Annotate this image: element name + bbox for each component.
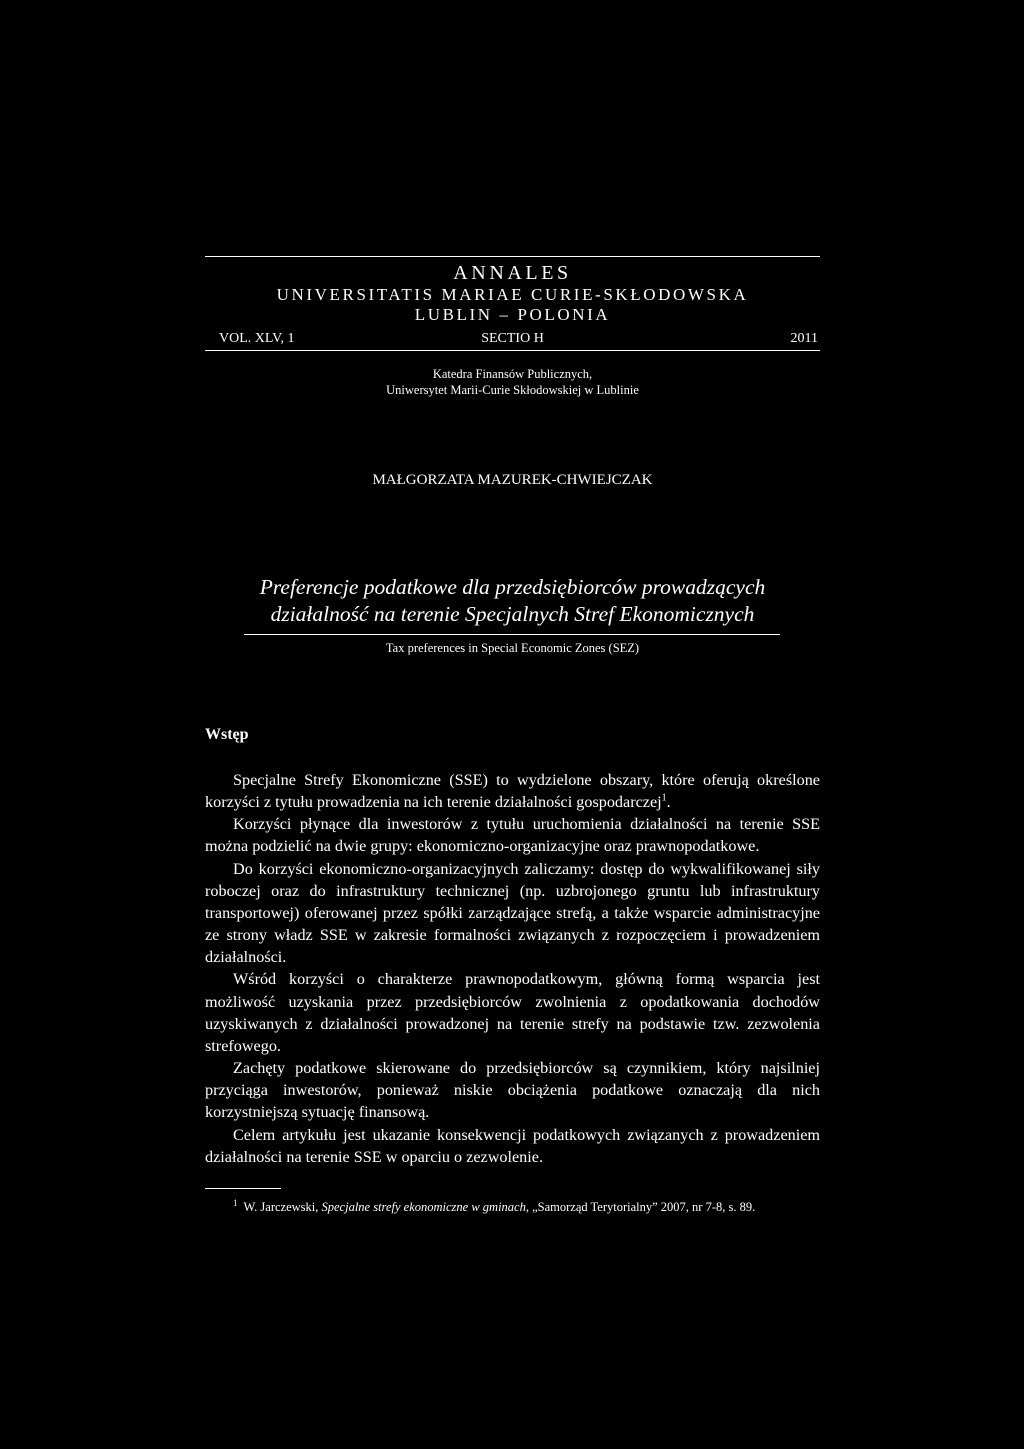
section-heading: Wstęp	[205, 726, 249, 743]
paragraph: Do korzyści ekonomiczno-organizacyjnych zaliczamy: dostęp do wykwalifikowanej siły roboczej oraz do infrastruktury technicznej (np. uzbrojonego gruntu lub infrastruktury transportowej) oferowanej przez spółki zarządzające strefą, a także wsparcie administracyjne ze strony władz SSE w zakresie formalności związanych z rozpoczęciem i prowadzeniem działalności.	[205, 859, 820, 967]
header-top-rule	[205, 256, 820, 257]
article-title-line-1: Preferencje podatkowe dla przedsiębiorców prowadzących	[259, 575, 766, 599]
author-name: MAŁGORZATA MAZUREK-CHWIEJCZAK	[372, 472, 653, 488]
journal-name: ANNALES	[453, 262, 572, 284]
journal-section: SECTIO H	[481, 331, 544, 346]
title-rule	[244, 634, 780, 635]
paragraph: Korzyści płynące dla inwestorów z tytułu uruchomienia działalności na terenie SSE można podzielić na dwie grupy: ekonomiczno-organizacyjne oraz prawnopodatkowe.	[205, 815, 820, 856]
paragraph: Celem artykułu jest ukazanie konsekwencji podatkowych związanych z prowadzeniem działalności na terenie SSE w oparciu o zezwolenie.	[205, 1125, 820, 1166]
paragraph: Specjalne Strefy Ekonomiczne (SSE) to wydzielone obszary, które oferują określone korzyści z tytułu prowadzenia na ich terenie działalności gospodarczej$^1$.	[205, 771, 820, 812]
footnote-title: Specjalne strefy ekonomiczne w gminach,	[321, 1200, 529, 1215]
english-title: Tax preferences in Special Economic Zones (SEZ)	[385, 641, 640, 655]
journal-university: UNIVERSITATIS MARIAE CURIE-SKŁODOWSKA	[276, 285, 749, 304]
body-text	[205, 769, 820, 1168]
paragraph: Zachęty podatkowe skierowane do przedsiębiorców są czynnikiem, który najsilniej przyciąga inwestorów, ponieważ niskie obciążenia podatkowe oznaczają dla nich korzystniejszą sytuację finansową.	[205, 1059, 820, 1122]
affiliation-line-2: Uniwersytet Marii-Curie Skłodowskiej w Lublinie	[386, 383, 639, 397]
footnote-number: 1	[233, 1198, 238, 1208]
footnote	[205, 1195, 820, 1215]
affiliation-line-1: Katedra Finansów Publicznych,	[432, 367, 593, 381]
footnote-ref: 1	[661, 792, 667, 804]
article-title-line-2: działalność na terenie Specjalnych Stref Ekonomicznych	[270, 602, 755, 626]
header-bottom-rule	[205, 350, 820, 351]
paragraph: Wśród korzyści o charakterze prawnopodatkowym, główną formą wsparcia jest możliwość uzyskania przez przedsiębiorców zwolnienia z opodatkowania dochodów uzyskiwanych z działalności prowadzonej na terenie strefy na podstawie tzw. zezwolenia strefowego.	[205, 970, 820, 1055]
footnote-author: W. Jarczewski,	[243, 1200, 319, 1215]
journal-location: LUBLIN – POLONIA	[414, 305, 611, 324]
footnote-source: „Samorząd Terytorialny” 2007, nr 7-8, s. 89.	[532, 1200, 756, 1215]
footnote-rule	[205, 1188, 281, 1189]
journal-year: 2011	[790, 331, 818, 346]
journal-volume: VOL. XLV, 1	[219, 331, 295, 346]
